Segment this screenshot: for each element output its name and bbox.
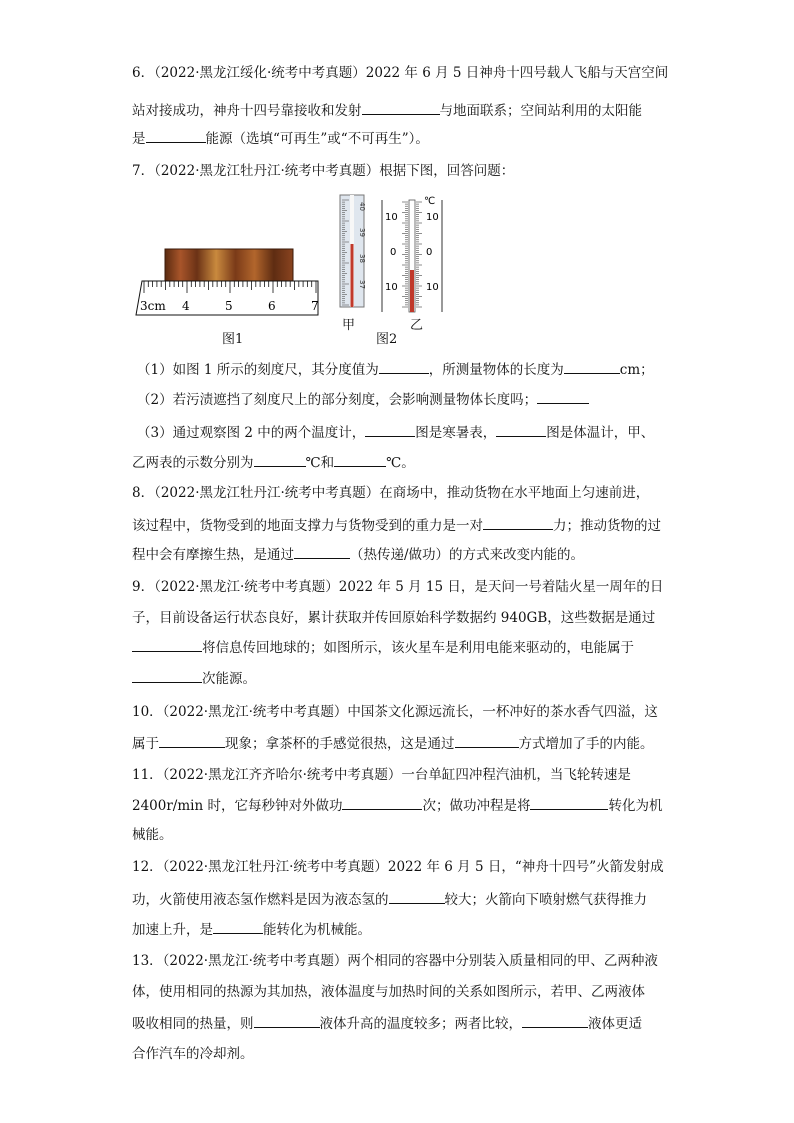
- q7-sub1: [137, 360, 654, 379]
- q7-text: （1）如图 1 所示的刻度尺，其分度值为: [137, 362, 379, 378]
- q7-text: ，所测量物体的长度为: [428, 362, 564, 378]
- q8-line3: [132, 545, 584, 564]
- q10-blank-1[interactable]: [159, 734, 225, 748]
- q9-blank-2[interactable]: [132, 669, 202, 683]
- q6-text: 与地面联系；空间站利用的太阳能: [439, 103, 642, 119]
- jia-tick-label: 40: [358, 202, 366, 211]
- q6-line3: [132, 129, 429, 148]
- ruler-tick-label: 7: [311, 299, 319, 313]
- q11-line3: 械能。: [132, 827, 173, 843]
- q13-text: 液体更适: [588, 1016, 642, 1032]
- yi-right-tick-label: 10: [426, 212, 439, 223]
- q12-text: 加速上升，是: [132, 922, 213, 938]
- yi-left-tick-label: 10: [385, 282, 398, 293]
- q13-text: 液体升高的温度较多；两者比较，: [319, 1016, 522, 1032]
- fig1-caption: 图1: [222, 332, 244, 347]
- q10-line1: 10．（2022·黑龙江·统考中考真题）中国茶文化源远流长，一杯冲好的茶水香气四溢，这: [132, 704, 658, 720]
- q11-blank-2[interactable]: [530, 796, 608, 810]
- q9-line4: [132, 669, 256, 688]
- measured-block: [165, 249, 293, 281]
- thermometer-yi-label: 乙: [410, 318, 424, 333]
- q8-text: 该过程中，货物受到的地面支撑力与货物受到的重力是一对: [132, 518, 483, 534]
- q11-line1: 11．（2022·黑龙江齐齐哈尔·统考中考真题）一台单缸四冲程汽油机，当飞轮转速是: [132, 767, 631, 783]
- q8-line2: [132, 516, 661, 535]
- ruler-tick-label: 6: [268, 299, 276, 313]
- yi-left-tick-label: 0: [390, 247, 397, 258]
- q7-sub4: [132, 453, 415, 472]
- q10-text: 属于: [132, 736, 159, 752]
- yi-right-tick-label: 0: [426, 247, 433, 258]
- q7-text: 图是体温计，甲、: [546, 425, 655, 441]
- q9-text: 次能源。: [202, 671, 256, 687]
- ruler-tick-label: 3cm: [140, 299, 166, 313]
- q7-blank-6[interactable]: [254, 453, 306, 467]
- q9-line3: [132, 638, 634, 657]
- q8-text: 力；推动货物的过: [553, 518, 661, 534]
- q9-line2: 子，目前设备运行状态良好，累计获取并传回原始科学数据约 940GB，这些数据是通过: [132, 610, 656, 626]
- q6-blank-1[interactable]: [362, 101, 440, 115]
- q10-text: 现象；拿茶杯的手感觉很热，这是通过: [225, 736, 455, 752]
- q8-blank-1[interactable]: [483, 516, 553, 530]
- q13-line2: 体，使用相同的热源为其加热，液体温度与加热时间的关系如图所示，若甲、乙两液体: [132, 984, 645, 1000]
- q6-blank-2[interactable]: [146, 129, 206, 143]
- jia-tick-label: 37: [358, 280, 366, 289]
- ruler-figure: [132, 240, 324, 320]
- q9-text: 将信息传回地球的；如图所示，该火星车是利用电能来驱动的，电能属于: [202, 640, 634, 656]
- q11-line2: [132, 796, 662, 815]
- q12-line2: [132, 890, 647, 909]
- q12-line3: [132, 920, 371, 939]
- q10-blank-2[interactable]: [455, 734, 519, 748]
- q6-text: 是: [132, 131, 146, 147]
- q7-blank-7[interactable]: [334, 453, 386, 467]
- q13-blank-2[interactable]: [522, 1014, 588, 1028]
- q7-sub2: [137, 390, 589, 409]
- q9-line1: 9．（2022·黑龙江·统考中考真题）2022 年 5 月 15 日，是天问一号着陆火星一周年的日: [132, 579, 664, 595]
- q7-text: （2）若污渍遮挡了刻度尺上的部分刻度，会影响测量物体长度吗；: [137, 392, 538, 408]
- q12-blank-1[interactable]: [389, 890, 445, 904]
- thermometer-jia-label: 甲: [342, 318, 356, 333]
- fig2-caption: 图2: [376, 332, 398, 347]
- q13-blank-1[interactable]: [254, 1014, 320, 1028]
- q7-blank-5[interactable]: [496, 423, 546, 437]
- q7-text: 图是寒暑表，: [415, 425, 497, 441]
- q7-text: cm；: [619, 362, 654, 378]
- q12-text: 能转化为机械能。: [263, 922, 371, 938]
- q6-line1: 6．（2022·黑龙江绥化·统考中考真题）2022 年 6 月 5 日神舟十四号载人飞船与天宫空间: [132, 65, 669, 81]
- yi-right-tick-label: 10: [426, 282, 439, 293]
- q6-text: 能源（选填“可再生”或“不可再生”）。: [205, 131, 429, 147]
- q12-blank-2[interactable]: [213, 920, 263, 934]
- thermometer-figure: [336, 192, 446, 322]
- thermometer-jia-mercury: [351, 244, 354, 307]
- q8-text: （热传递/做功）的方式来改变内能的。: [350, 547, 585, 563]
- q13-line1: 13．（2022·黑龙江·统考中考真题）两个相同的容器中分别装入质量相同的甲、乙两种液: [132, 953, 658, 969]
- q12-text: 功，火箭使用液态氢作燃料是因为液态氢的: [132, 892, 389, 908]
- q6-line2: [132, 101, 642, 120]
- q7-line1: 7．（2022·黑龙江牡丹江·统考中考真题）根据下图，回答问题：: [132, 163, 515, 179]
- yi-unit: ℃: [424, 196, 436, 207]
- q11-text: 次；做功冲程是将: [422, 798, 531, 814]
- thermometer-yi-liquid: [410, 270, 414, 312]
- ruler-tick-label: 5: [225, 299, 233, 313]
- q10-line2: [132, 734, 654, 753]
- q13-line4: 合作汽车的冷却剂。: [132, 1046, 254, 1062]
- q9-blank-1[interactable]: [132, 638, 202, 652]
- q6-text: 站对接成功，神舟十四号靠接收和发射: [132, 103, 362, 119]
- q12-line1: 12．（2022·黑龙江牡丹江·统考中考真题）2022 年 6 月 5 日，“神舟十四号”火箭发射成: [132, 859, 664, 875]
- q7-blank-2[interactable]: [564, 360, 620, 374]
- q7-sub3: [137, 423, 654, 442]
- q11-text: 2400r/min 时，它每秒钟对外做功: [132, 798, 343, 814]
- q8-line1: 8．（2022·黑龙江牡丹江·统考中考真题）在商场中，推动货物在水平地面上匀速前进，: [132, 485, 650, 501]
- q13-text: 吸收相同的热量，则: [132, 1016, 254, 1032]
- jia-tick-label: 39: [358, 228, 366, 237]
- q12-text: 较大；火箭向下喷射燃气获得推力: [444, 892, 647, 908]
- jia-tick-label: 38: [358, 254, 366, 263]
- q11-text: 转化为机: [608, 798, 663, 814]
- q7-blank-3[interactable]: [537, 390, 589, 404]
- q13-line3: [132, 1014, 642, 1033]
- q7-text: （3）通过观察图 2 中的两个温度计，: [137, 425, 366, 441]
- q7-blank-1[interactable]: [379, 360, 429, 374]
- q11-blank-1[interactable]: [342, 796, 422, 810]
- q7-text: ℃和: [305, 455, 335, 471]
- q7-text: ℃。: [386, 455, 415, 471]
- q7-blank-4[interactable]: [365, 423, 415, 437]
- q7-text: 乙两表的示数分别为: [132, 455, 254, 471]
- q8-blank-2[interactable]: [294, 545, 350, 559]
- ruler-tick-label: 4: [182, 299, 190, 313]
- q8-text: 程中会有摩擦生热，是通过: [132, 547, 294, 563]
- yi-left-tick-label: 10: [385, 212, 398, 223]
- q10-text: 方式增加了手的内能。: [518, 736, 654, 752]
